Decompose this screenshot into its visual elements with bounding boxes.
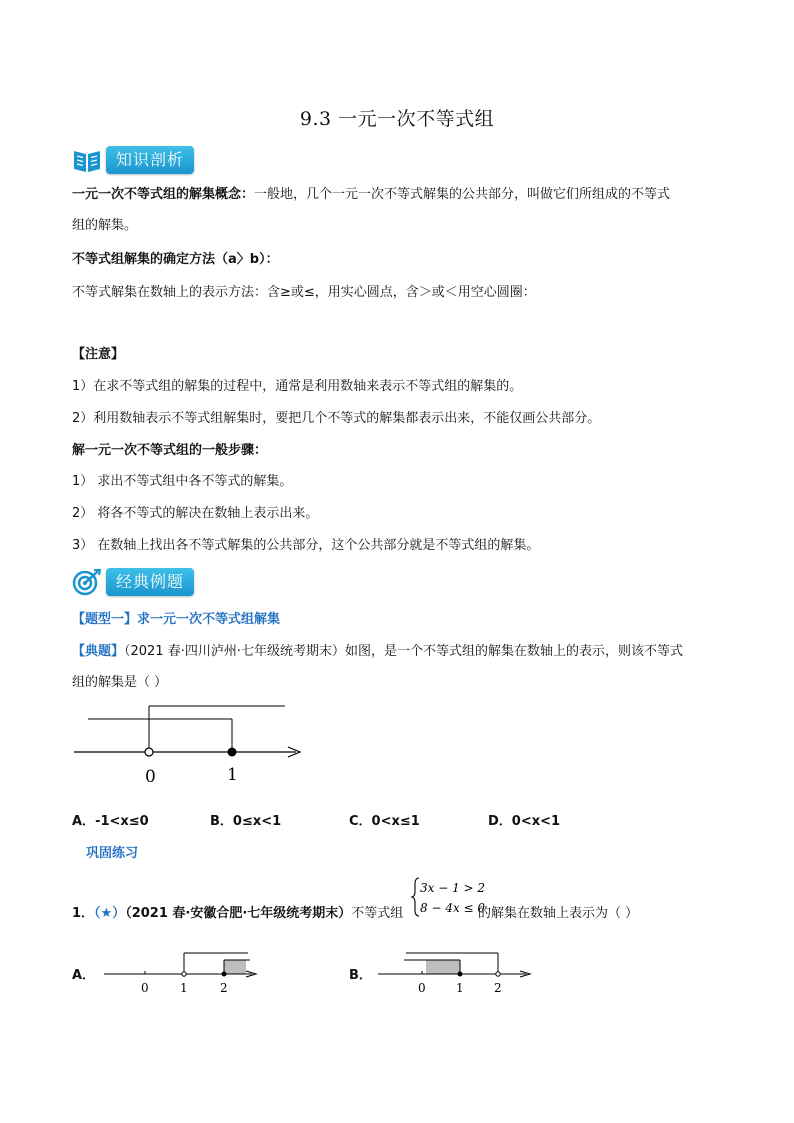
option-d-text: 0<x<1 bbox=[511, 814, 561, 829]
step-item-2: 2） 将各不等式的解决在数轴上表示出来。 bbox=[72, 506, 319, 521]
point-b-2 bbox=[496, 972, 500, 976]
concept-line-1 bbox=[72, 185, 670, 205]
open-point-0 bbox=[145, 748, 153, 756]
option-a-letter: A． bbox=[72, 814, 96, 829]
steps-heading: 解一元一次不等式组的一般步骤： bbox=[72, 443, 268, 458]
q1-option-a-letter[interactable]: A． bbox=[72, 968, 96, 983]
note-item-2: 2）利用数轴表示不等式组解集时，要把几个不等式的解集都表示出来，不能仅画公共部分。 bbox=[72, 411, 601, 426]
shaded-region-a bbox=[224, 960, 246, 974]
option-b[interactable] bbox=[210, 812, 281, 832]
q1-option-b-number-line[interactable] bbox=[374, 946, 544, 998]
q1-option-a-number-line[interactable] bbox=[100, 946, 270, 998]
section-header-examples bbox=[72, 568, 272, 596]
example-tag: 【典题】 bbox=[72, 644, 125, 659]
section-label-knowledge: 知识剖析 bbox=[106, 146, 194, 174]
method-heading: 不等式组解集的确定方法（a〉b）： bbox=[72, 252, 279, 267]
point-a-1 bbox=[182, 972, 186, 976]
question-1-source: （2021 春·安徽合肥·七年级统考期末） bbox=[125, 906, 352, 921]
option-c-letter: C． bbox=[349, 814, 372, 829]
option-d-letter: D． bbox=[488, 814, 512, 829]
shaded-region-b bbox=[426, 960, 460, 974]
point-b-1 bbox=[458, 972, 463, 977]
practice-heading: 巩固练习 bbox=[86, 846, 139, 861]
question-1-suffix: 的解集在数轴上表示为（ ） bbox=[478, 906, 639, 921]
step-item-3: 3） 在数轴上找出各不等式解集的公共部分，这个公共部分就是不等式组的解集。 bbox=[72, 538, 540, 553]
tick-label-a-2: 2 bbox=[220, 981, 228, 995]
step-item-1: 1） 求出不等式组中各不等式的解集。 bbox=[72, 474, 293, 489]
example-text-1: 如图，是一个不等式组的解集在数轴上的表示，则该不等式 bbox=[345, 644, 684, 659]
tick-label-b-2: 2 bbox=[494, 981, 502, 995]
note-item-1: 1）在求不等式组的解集的过程中，通常是利用数轴来表示不等式组的解集的。 bbox=[72, 379, 523, 394]
section-label-examples: 经典例题 bbox=[106, 568, 194, 596]
closed-point-1 bbox=[228, 748, 237, 757]
example-line-1 bbox=[72, 642, 683, 662]
question-1-text bbox=[72, 904, 403, 924]
concept-text-2: 组的解集。 bbox=[72, 218, 138, 233]
option-c-text: 0<x≤1 bbox=[371, 814, 420, 829]
system-brace bbox=[412, 876, 486, 918]
point-a-2 bbox=[222, 972, 227, 977]
notes-heading: 【注意】 bbox=[72, 347, 125, 362]
tick-label-b-0: 0 bbox=[418, 981, 426, 995]
tick-label-a-1: 1 bbox=[180, 981, 188, 995]
example-number-line bbox=[70, 700, 310, 790]
question-1-prefix: 不等式组 bbox=[351, 906, 404, 921]
tick-label-0: 0 bbox=[145, 767, 156, 787]
tick-label-a-0: 0 bbox=[141, 981, 149, 995]
option-b-text: 0≤x<1 bbox=[232, 814, 282, 829]
system-line-2: 8 − 4x ≤ 0 bbox=[420, 901, 486, 915]
section-header-knowledge bbox=[72, 146, 272, 174]
example-text-2: 组的解集是（ ） bbox=[72, 675, 168, 690]
target-icon bbox=[72, 568, 102, 596]
q1-option-b-letter[interactable]: B． bbox=[349, 968, 372, 983]
tick-label-1: 1 bbox=[227, 765, 238, 785]
question-1-star: （★） bbox=[94, 906, 126, 921]
concept-text-1: 一般地，几个一元一次不等式解集的公共部分，叫做它们所组成的不等式 bbox=[254, 187, 671, 202]
type-heading: 【题型一】求一元一次不等式组解集 bbox=[72, 612, 281, 627]
tick-label-b-1: 1 bbox=[456, 981, 464, 995]
example-source: （2021 春·四川泸州·七年级统考期末） bbox=[124, 644, 345, 659]
book-icon bbox=[72, 146, 102, 174]
question-1-number: 1． bbox=[72, 906, 95, 921]
system-line-1: 3x − 1 > 2 bbox=[420, 881, 486, 895]
page-title: 9.3 一元一次不等式组 bbox=[299, 108, 495, 130]
option-b-letter: B． bbox=[210, 814, 233, 829]
option-c[interactable] bbox=[349, 812, 420, 832]
option-a-text: -1<x≤0 bbox=[95, 814, 149, 829]
number-line-rule: 不等式解集在数轴上的表示方法：含≥或≤，用实心圆点，含＞或＜用空心圆圈： bbox=[72, 285, 536, 300]
concept-term: 一元一次不等式组的解集概念： bbox=[72, 187, 255, 202]
option-d[interactable] bbox=[488, 812, 560, 832]
option-a[interactable] bbox=[72, 812, 149, 832]
